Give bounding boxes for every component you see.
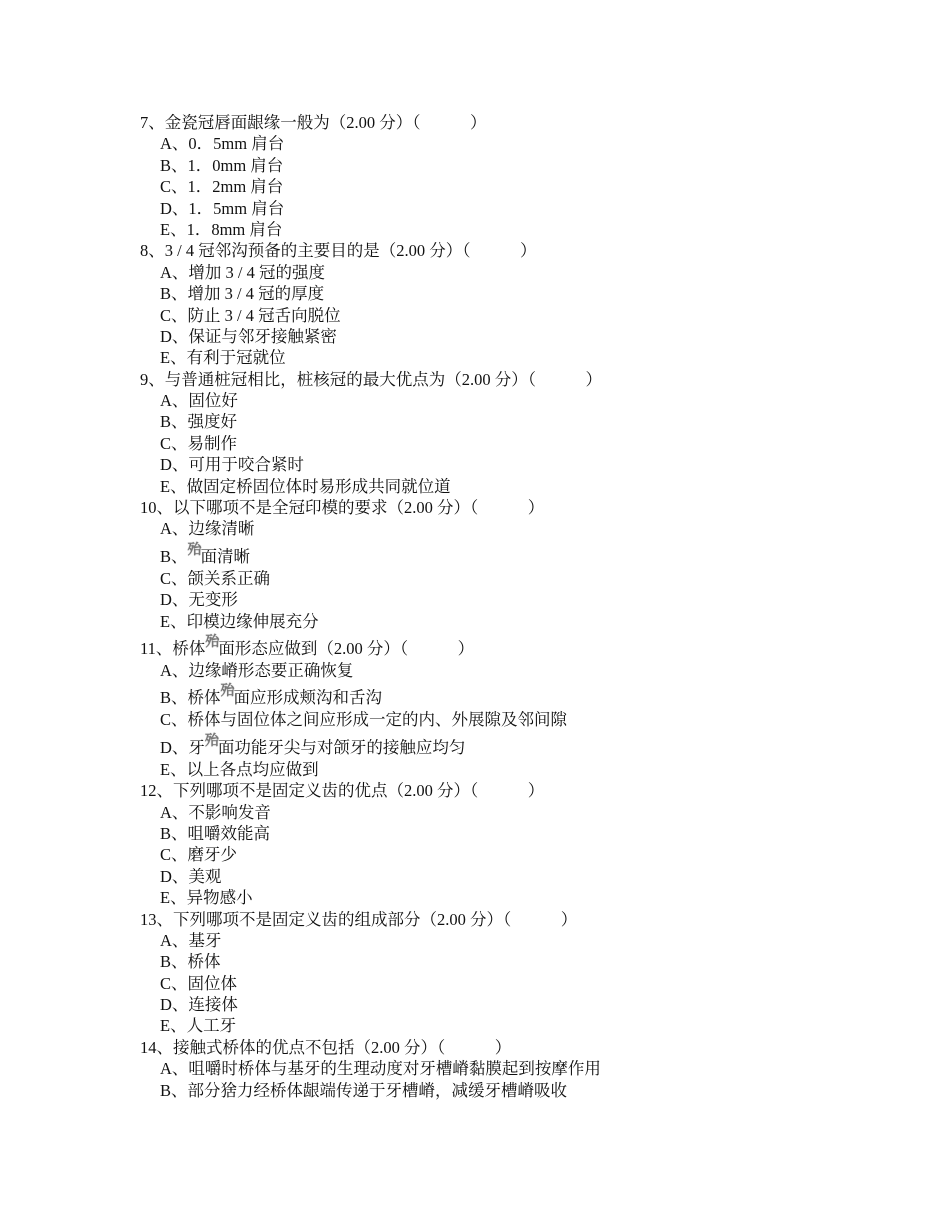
question-12 bbox=[140, 780, 900, 908]
question-text: 7、金瓷冠唇面龈缘一般为（2.00 分）（ ） bbox=[140, 113, 487, 132]
question-text: 9、与普通桩冠相比，桩核冠的最大优点为（2.00 分）（ ） bbox=[140, 369, 602, 389]
question-13 bbox=[140, 909, 900, 1037]
question-text: 14、接触式桥体的优点不包括（2.00 分）（ ） bbox=[140, 1037, 512, 1057]
question-11 bbox=[140, 632, 900, 780]
option-a: A、边缘嵴形态要正确恢复 bbox=[160, 660, 354, 680]
option-e: E、做固定桥固位体时易形成共同就位道 bbox=[160, 476, 451, 496]
question-text: 10、以下哪项不是全冠印模的要求（2.00 分）（ ） bbox=[140, 498, 545, 518]
option-e: E、印模边缘伸展充分 bbox=[160, 611, 319, 631]
option-text: 面清晰 bbox=[200, 546, 251, 566]
option-e: E、人工牙 bbox=[160, 1016, 237, 1036]
occlusal-glyph: 殆 bbox=[205, 634, 219, 650]
option-a: A、咀嚼时桥体与基牙的生理动度对牙槽嵴黏膜起到按摩作用 bbox=[160, 1059, 601, 1079]
option-b bbox=[140, 540, 900, 568]
option-a: A、0．5mm 肩台 bbox=[160, 134, 285, 154]
option-e: E、以上各点均应做到 bbox=[160, 759, 319, 779]
question-10 bbox=[140, 497, 900, 632]
option-b: B、增加 3 / 4 冠的厚度 bbox=[160, 284, 325, 304]
occlusal-glyph: 殆 bbox=[204, 733, 218, 749]
option-c: C、磨牙少 bbox=[160, 845, 238, 865]
option-d: D、美观 bbox=[160, 866, 222, 886]
option-d: D、保证与邻牙接触紧密 bbox=[160, 326, 337, 346]
question-9 bbox=[140, 369, 900, 497]
option-label: D、牙 bbox=[160, 737, 205, 757]
option-a: A、基牙 bbox=[160, 930, 222, 950]
option-d bbox=[140, 731, 900, 759]
option-b: B、桥体 bbox=[160, 952, 221, 972]
question-8 bbox=[140, 240, 900, 368]
option-d: D、连接体 bbox=[160, 995, 238, 1015]
option-c: C、颌关系正确 bbox=[160, 568, 271, 588]
option-text: 面功能牙尖与对颌牙的接触应均匀 bbox=[217, 737, 466, 757]
option-text: 面应形成颊沟和舌沟 bbox=[233, 688, 383, 708]
option-a: A、不影响发音 bbox=[160, 802, 271, 822]
option-c: C、固位体 bbox=[160, 973, 238, 993]
question-prefix: 11、桥体 bbox=[140, 638, 206, 658]
option-label: B、桥体 bbox=[160, 688, 221, 708]
option-a: A、固位好 bbox=[160, 391, 238, 411]
option-c: C、1．2mm 肩台 bbox=[160, 177, 284, 197]
option-e: E、有利于冠就位 bbox=[160, 348, 286, 368]
option-c: C、桥体与固位体之间应形成一定的内、外展隙及邻间隙 bbox=[160, 710, 568, 730]
question-text bbox=[140, 632, 900, 660]
option-b: B、1．0mm 肩台 bbox=[160, 155, 284, 175]
option-b: B、部分猞力经桥体龈端传递于牙槽嵴，减缓牙槽嵴吸收 bbox=[160, 1080, 568, 1100]
question-text: 13、下列哪项不是固定义齿的组成部分（2.00 分）（ ） bbox=[140, 909, 578, 929]
option-label: B、 bbox=[160, 546, 188, 566]
option-d: D、无变形 bbox=[160, 590, 238, 610]
option-a: A、边缘清晰 bbox=[160, 519, 255, 539]
option-a: A、增加 3 / 4 冠的强度 bbox=[160, 262, 325, 282]
option-d: D、可用于咬合紧时 bbox=[160, 455, 304, 475]
occlusal-glyph: 殆 bbox=[187, 542, 201, 558]
option-c: C、防止 3 / 4 冠舌向脱位 bbox=[160, 305, 341, 325]
option-d: D、1．5mm 肩台 bbox=[160, 198, 285, 218]
question-text: 8、3 / 4 冠邻沟预备的主要目的是（2.00 分）（ ） bbox=[140, 241, 537, 261]
option-e: E、1．8mm 肩台 bbox=[160, 219, 283, 239]
question-suffix: 面形态应做到（2.00 分）（ ） bbox=[218, 638, 475, 658]
option-e: E、异物感小 bbox=[160, 888, 253, 908]
question-text: 12、下列哪项不是固定义齿的优点（2.00 分）（ ） bbox=[140, 781, 545, 801]
option-b: B、强度好 bbox=[160, 412, 238, 432]
option-b bbox=[140, 681, 900, 709]
question-list bbox=[140, 112, 900, 1101]
occlusal-glyph: 殆 bbox=[220, 684, 234, 700]
option-c: C、易制作 bbox=[160, 433, 238, 453]
option-b: B、咀嚼效能高 bbox=[160, 823, 271, 843]
question-14 bbox=[140, 1037, 900, 1101]
question-7 bbox=[140, 112, 900, 240]
